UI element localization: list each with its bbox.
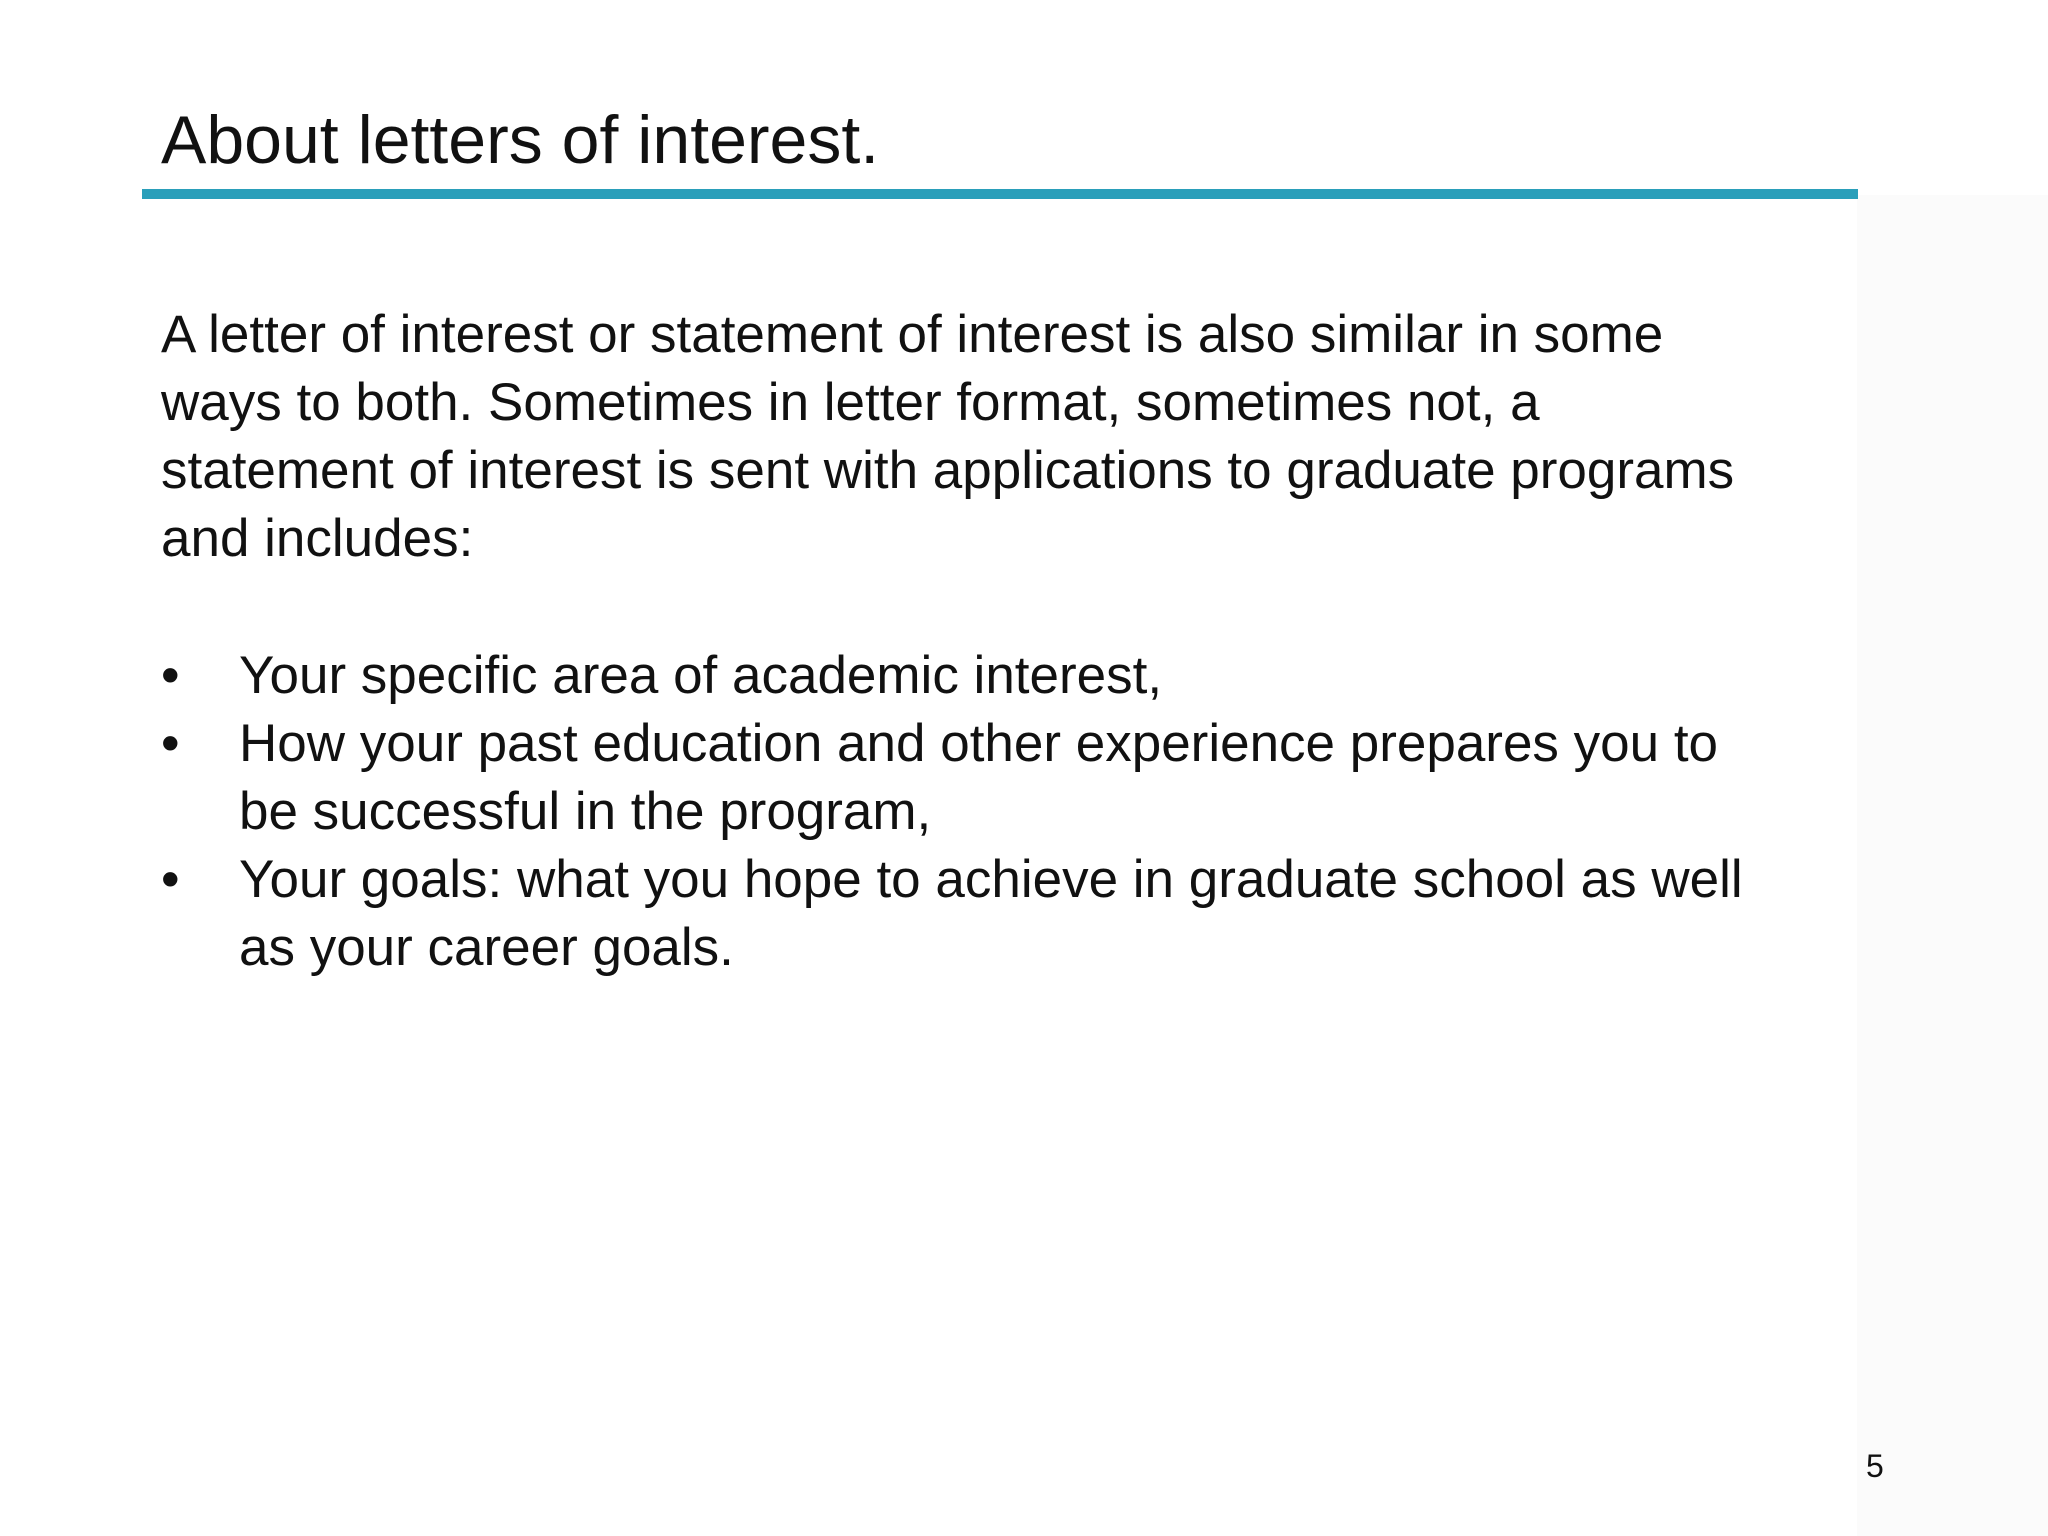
bullet-item [161,846,1881,982]
bullet-text: be successful in the program, [239,782,932,841]
intro-line: and includes: [161,509,474,568]
bullet-item [161,710,1881,846]
intro-line: A letter of interest or statement of interest is also similar in some [161,305,1664,364]
page-number: 5 [1866,1448,1884,1484]
bullet-dot-icon: • [161,646,180,705]
bullet-text: How your past education and other experience prepares you to [239,714,1719,773]
intro-line: statement of interest is sent with applications to graduate programs [161,441,1735,500]
intro-line: ways to both. Sometimes in letter format, sometimes not, a [161,373,1540,432]
bullet-item [161,642,1881,710]
slide-title: About letters of interest. [161,102,880,178]
bullet-list [161,642,1881,982]
title-underline [142,189,1858,199]
bullet-dot-icon: • [161,714,180,773]
slide-edge-band [1857,195,2048,1536]
bullet-text: Your goals: what you hope to achieve in graduate school as well [239,850,1743,909]
bullet-text: as your career goals. [239,918,734,977]
bullet-dot-icon: • [161,850,180,909]
bullet-text: Your specific area of academic interest, [239,646,1163,705]
intro-paragraph [161,301,1881,573]
